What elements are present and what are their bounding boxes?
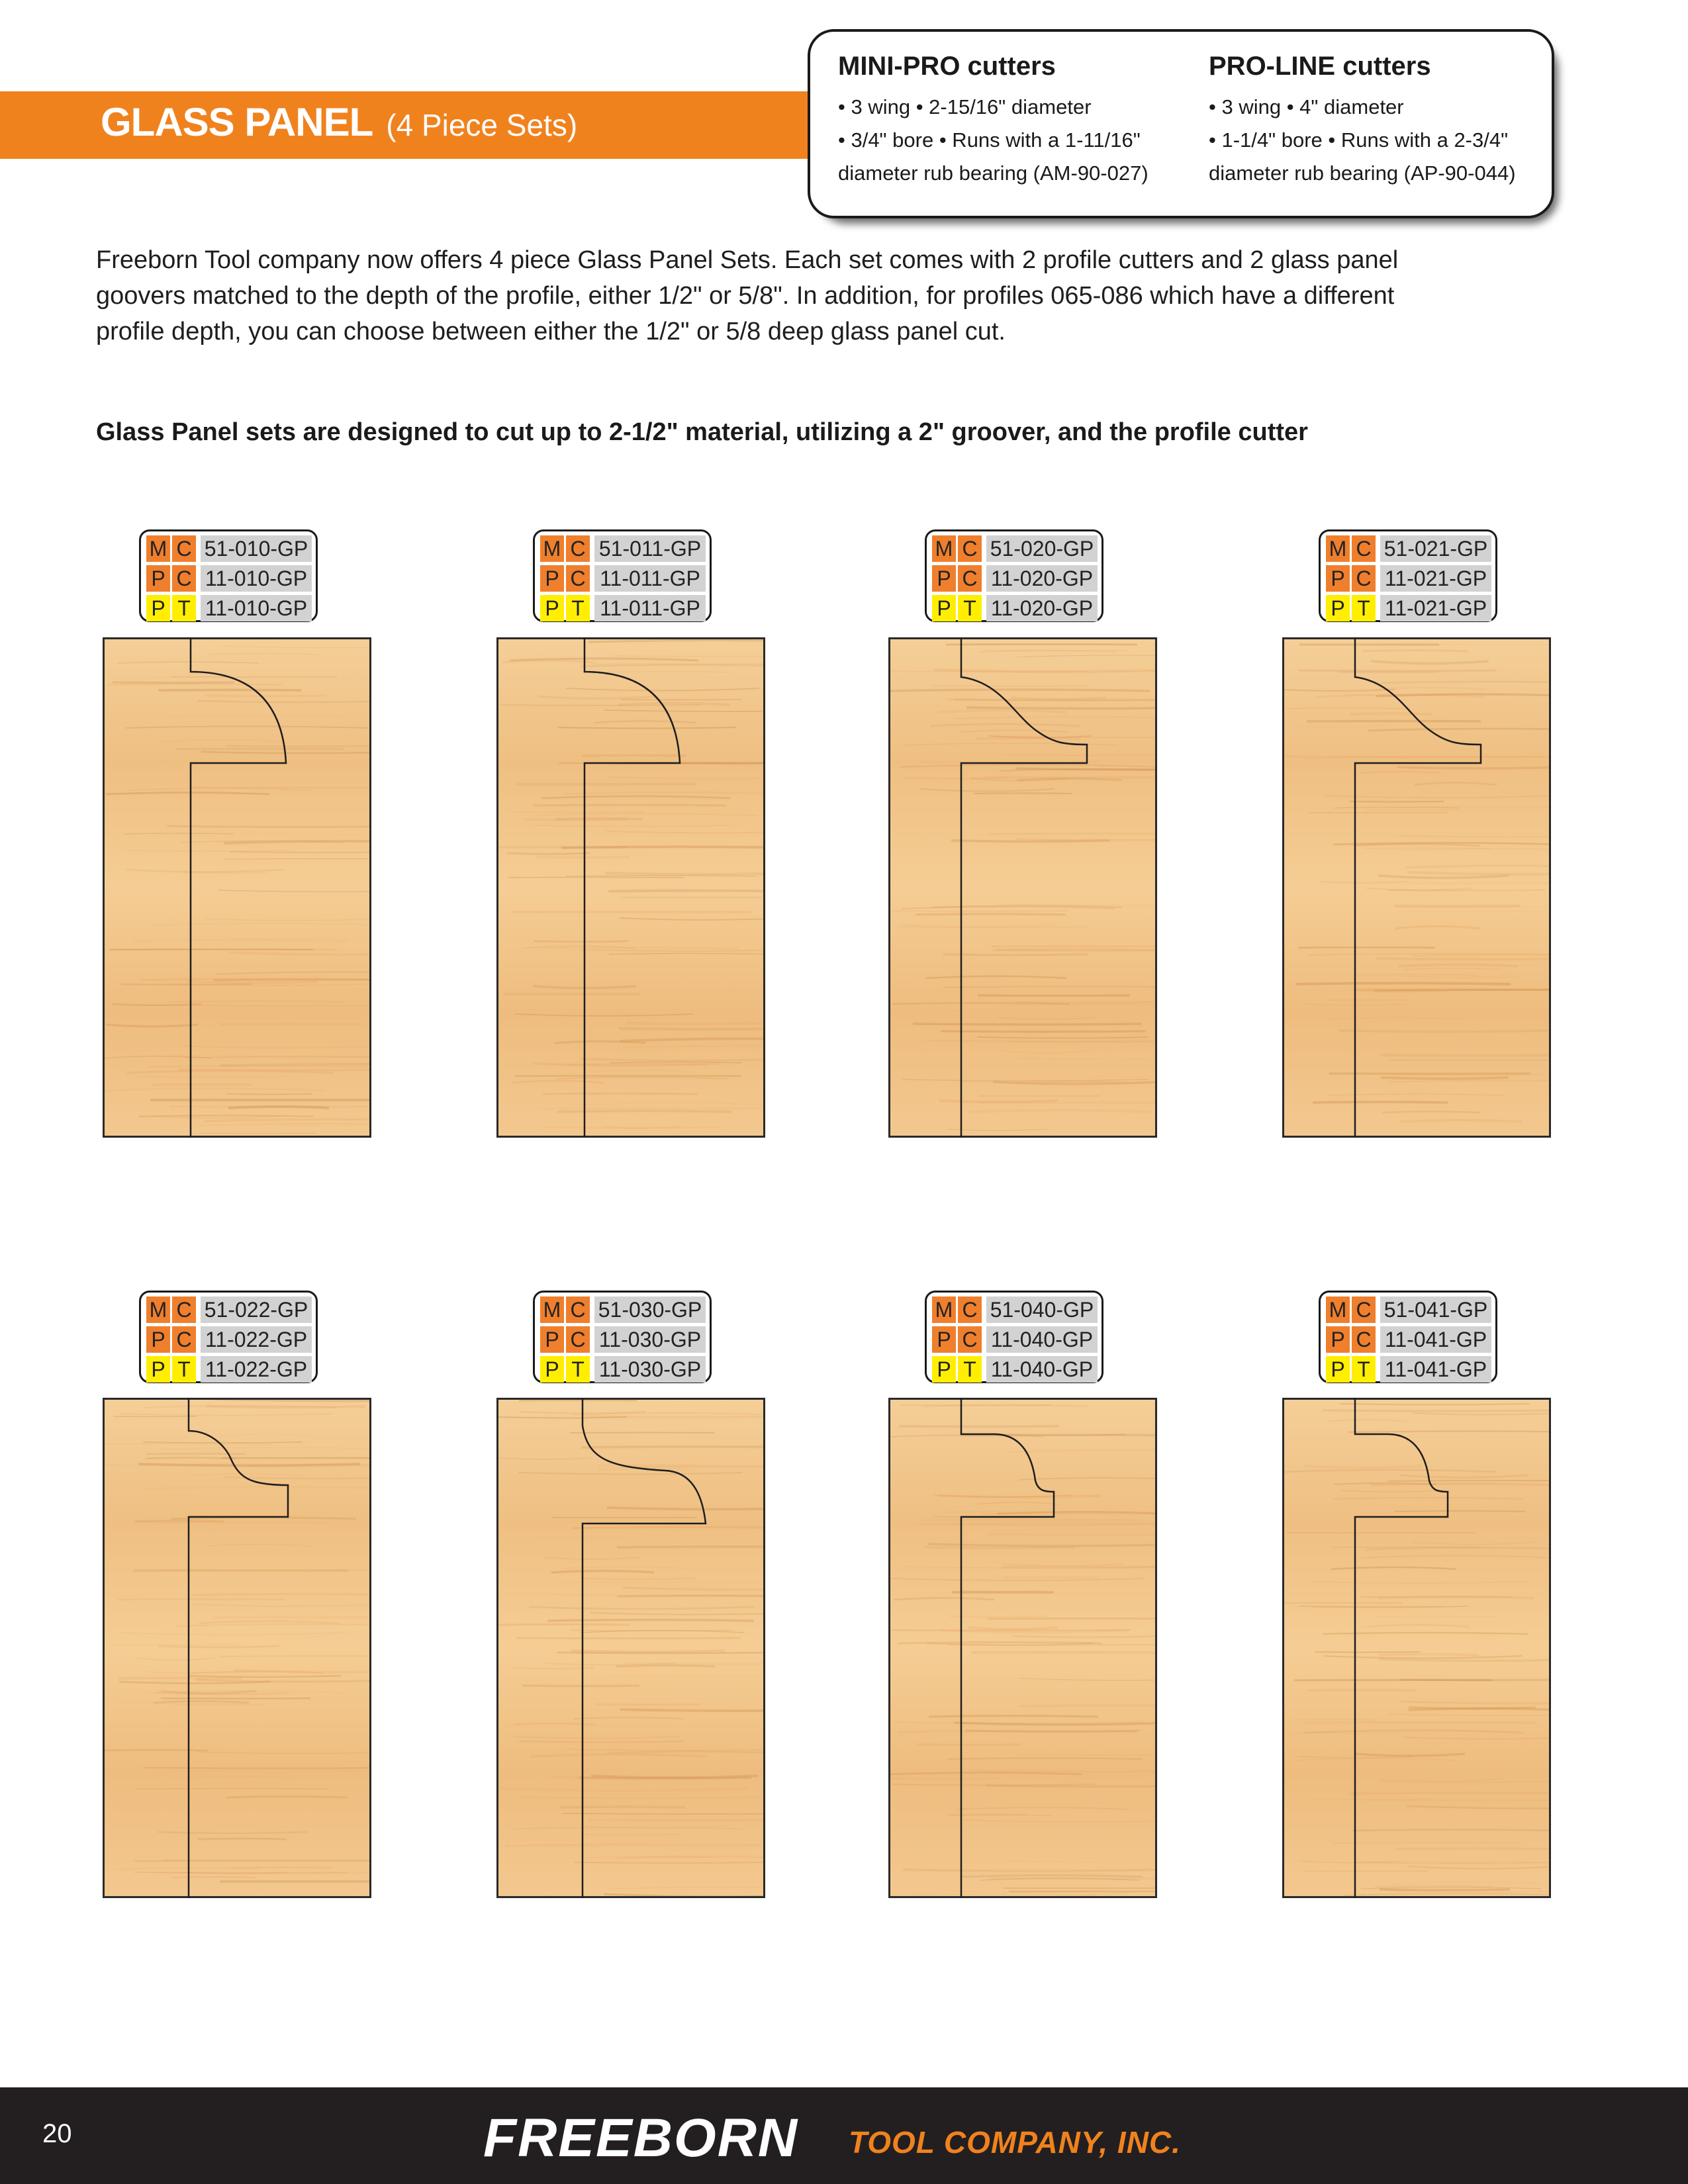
tag-letter: T <box>172 1356 196 1383</box>
mini-pro-line: diameter rub bearing (AM-90-027) <box>838 161 1149 185</box>
pro-line-code: 11-011-GP <box>594 565 706 592</box>
brand-tagline: TOOL COMPANY, INC. <box>849 2125 1181 2160</box>
tag-letter: P <box>932 595 956 621</box>
part-number-tag <box>1319 1291 1497 1383</box>
profile-drawing <box>103 637 371 1138</box>
pro-line-heading: PRO-LINE cutters <box>1209 52 1431 81</box>
pro-line-code: 11-010-GP <box>201 565 312 592</box>
brand-logo: FREEBORN <box>483 2108 799 2168</box>
pro-line-tipped-code: 11-010-GP <box>201 595 312 621</box>
intro-line: Freeborn Tool company now offers 4 piece Glass Panel Sets. Each set comes with 2 profile cutters and 2 glass panel <box>96 246 1399 274</box>
pro-line-tipped-code: 11-030-GP <box>594 1356 706 1383</box>
profile-wood-sample <box>103 1398 371 1898</box>
tag-letter: T <box>172 595 196 621</box>
mini-pro-info <box>838 52 1149 190</box>
tag-letter: C <box>958 1297 982 1323</box>
tag-letter: M <box>932 535 956 562</box>
tag-letter: P <box>146 1326 170 1353</box>
profile-wood-sample <box>496 637 765 1138</box>
tag-letter: M <box>540 535 564 562</box>
tag-letter: M <box>146 535 170 562</box>
part-number-tag <box>925 529 1103 622</box>
tag-letter: C <box>566 1297 590 1323</box>
section-subtitle: (4 Piece Sets) <box>386 108 578 142</box>
tag-letter: P <box>146 595 170 621</box>
tag-letter: C <box>958 1326 982 1353</box>
tag-letter: C <box>172 565 196 592</box>
part-number-tag <box>139 1291 318 1383</box>
part-number-tag <box>1319 529 1497 622</box>
tag-letter: P <box>540 1326 564 1353</box>
pro-line-code: 11-041-GP <box>1380 1326 1491 1353</box>
mini-pro-code: 51-041-GP <box>1380 1297 1491 1323</box>
pro-line-tipped-code: 11-011-GP <box>594 595 706 621</box>
mini-pro-code: 51-011-GP <box>594 535 706 562</box>
pro-line-tipped-code: 11-020-GP <box>986 595 1098 621</box>
profile-wood-sample <box>888 1398 1157 1898</box>
mini-pro-line: • 3/4" bore • Runs with a 1-11/16" <box>838 128 1141 152</box>
part-number-tag <box>925 1291 1103 1383</box>
tag-letter: C <box>1352 1326 1376 1353</box>
tag-letter: M <box>1326 1297 1350 1323</box>
pro-line-line: diameter rub bearing (AP-90-044) <box>1209 161 1516 185</box>
profile-drawing <box>1282 1398 1551 1898</box>
tag-letter: P <box>932 1356 956 1383</box>
tag-letter: T <box>958 595 982 621</box>
profile-wood-sample <box>496 1398 765 1898</box>
page-footer <box>0 2087 1688 2184</box>
pro-line-code: 11-030-GP <box>594 1326 706 1353</box>
tag-letter: T <box>566 1356 590 1383</box>
mini-pro-line: • 3 wing • 2-15/16" diameter <box>838 95 1092 118</box>
intro-paragraph <box>96 242 1599 349</box>
tag-letter: C <box>958 565 982 592</box>
tag-letter: P <box>1326 595 1350 621</box>
tag-letter: P <box>932 565 956 592</box>
mini-pro-code: 51-021-GP <box>1380 535 1491 562</box>
intro-line: profile depth, you can choose between either the 1/2" or 5/8 deep glass panel cut. <box>96 318 1006 345</box>
tag-letter: M <box>540 1297 564 1323</box>
tag-letter: C <box>566 1326 590 1353</box>
tag-letter: T <box>566 595 590 621</box>
pro-line-info <box>1209 52 1516 190</box>
profile-drawing <box>888 1398 1157 1898</box>
tag-letter: T <box>958 1356 982 1383</box>
profile-drawing <box>496 637 765 1138</box>
pro-line-tipped-code: 11-021-GP <box>1380 595 1491 621</box>
pro-line-code: 11-020-GP <box>986 565 1098 592</box>
mini-pro-code: 51-010-GP <box>201 535 312 562</box>
tag-letter: P <box>540 595 564 621</box>
mini-pro-code: 51-020-GP <box>986 535 1098 562</box>
pro-line-line: • 3 wing • 4" diameter <box>1209 95 1404 118</box>
profile-wood-sample <box>888 637 1157 1138</box>
tag-letter: C <box>172 1326 196 1353</box>
part-number-tag <box>533 1291 712 1383</box>
profile-wood-sample <box>103 637 371 1138</box>
profile-drawing <box>496 1398 765 1898</box>
tag-letter: C <box>566 565 590 592</box>
section-title <box>101 99 577 145</box>
mini-pro-code: 51-040-GP <box>986 1297 1098 1323</box>
pro-line-code: 11-040-GP <box>986 1326 1098 1353</box>
tag-letter: T <box>1352 595 1376 621</box>
mini-pro-code: 51-022-GP <box>201 1297 312 1323</box>
pro-line-tipped-code: 11-022-GP <box>201 1356 312 1383</box>
pro-line-tipped-code: 11-040-GP <box>986 1356 1098 1383</box>
tag-letter: C <box>958 535 982 562</box>
tag-letter: C <box>172 535 196 562</box>
tag-letter: T <box>1352 1356 1376 1383</box>
pro-line-line: • 1-1/4" bore • Runs with a 2-3/4" <box>1209 128 1509 152</box>
tag-letter: C <box>566 535 590 562</box>
tag-letter: C <box>1352 565 1376 592</box>
pro-line-code: 11-021-GP <box>1380 565 1491 592</box>
tag-letter: M <box>932 1297 956 1323</box>
tag-letter: P <box>1326 1356 1350 1383</box>
page-number: 20 <box>42 2119 72 2148</box>
profile-drawing <box>103 1398 371 1898</box>
cutter-info-box <box>808 29 1554 218</box>
tag-letter: P <box>1326 1326 1350 1353</box>
profile-drawing <box>1282 637 1551 1138</box>
tag-letter: P <box>932 1326 956 1353</box>
intro-line: goovers matched to the depth of the profile, either 1/2" or 5/8". In addition, for profiles 065-086 which have a different <box>96 282 1395 310</box>
section-title-text: GLASS PANEL <box>101 100 373 144</box>
profile-wood-sample <box>1282 1398 1551 1898</box>
tag-letter: P <box>1326 565 1350 592</box>
pro-line-tipped-code: 11-041-GP <box>1380 1356 1491 1383</box>
part-number-tag <box>139 529 318 622</box>
tag-letter: P <box>146 1356 170 1383</box>
mini-pro-heading: MINI-PRO cutters <box>838 52 1056 81</box>
capacity-note: Glass Panel sets are designed to cut up to 2-1/2" material, utilizing a 2" groover, and the profile cutter <box>96 418 1308 446</box>
tag-letter: P <box>540 1356 564 1383</box>
profile-drawing <box>888 637 1157 1138</box>
pro-line-code: 11-022-GP <box>201 1326 312 1353</box>
tag-letter: C <box>1352 535 1376 562</box>
tag-letter: M <box>1326 535 1350 562</box>
part-number-tag <box>533 529 712 622</box>
profile-wood-sample <box>1282 637 1551 1138</box>
mini-pro-code: 51-030-GP <box>594 1297 706 1323</box>
tag-letter: M <box>146 1297 170 1323</box>
tag-letter: P <box>540 565 564 592</box>
tag-letter: C <box>172 1297 196 1323</box>
tag-letter: C <box>1352 1297 1376 1323</box>
tag-letter: P <box>146 565 170 592</box>
